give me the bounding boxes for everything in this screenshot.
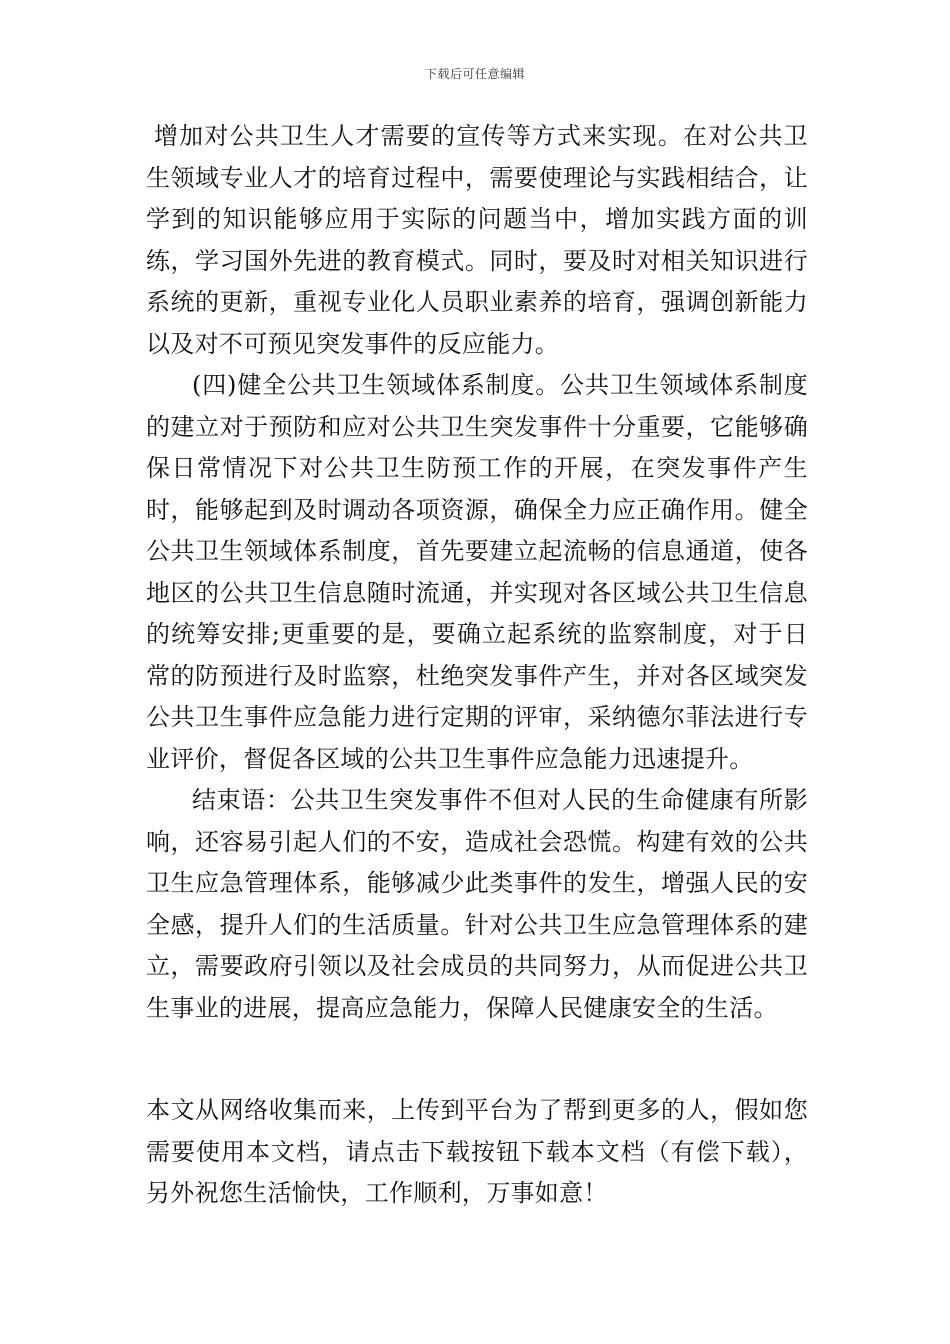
paragraph-talent-training: 增加对公共卫生人才需要的宣传等方式来实现。在对公共卫生领域专业人才的培育过程中，需要使理论与实践相结合，让学到的知识能够应用于实际的问题当中，增加实践方面的训练，学习国外先进的教育模式。同时，要及时对相关知识进行系统的更新，重视专业化人员职业素养的培育，强调创新能力以及对不可预见突发事件的反应能力。 [146,122,808,358]
download-note [146,1090,808,1215]
paragraph-system-building: (四)健全公共卫生领域体系制度。公共卫生领域体系制度的建立对于预防和应对公共卫生突发事件十分重要，它能够确保日常情况下对公共卫生防预工作的开展，在突发事件产生时，能够起到及时调动各项资源，确保全力应正确作用。健全公共卫生领域体系制度，首先要建立起流畅的信息通道，使各地区的公共卫生信息随时流通，并实现对各区域公共卫生信息的统筹安排;更重要的是，要确立起系统的监察制度，对于日常的防预进行及时监察，杜绝突发事件产生，并对各区域突发公共卫生事件应急能力进行定期的评审，采纳德尔菲法进行专业评价，督促各区域的公共卫生事件应急能力迅速提升。 [146,371,808,773]
page-header: 下载后可任意编辑 [424,67,525,81]
document-body [146,116,808,1029]
paragraph-conclusion: 结束语：公共卫生突发事件不但对人民的生命健康有所影响，还容易引起人们的不安，造成社会恐慌。构建有效的公共卫生应急管理体系，能够减少此类事件的发生，增强人民的安全感，提升人们的生活质量。针对公共卫生应急管理体系的建立，需要政府引领以及社会成员的共同努力，从而促进公共卫生事业的进展，提高应急能力，保障人民健康安全的生活。 [146,786,808,1022]
download-note-text: 本文从网络收集而来，上传到平台为了帮到更多的人，假如您需要使用本文档，请点击下载按钮下载本文档（有偿下载），另外祝您生活愉快，工作顺利，万事如意！ [146,1096,808,1207]
